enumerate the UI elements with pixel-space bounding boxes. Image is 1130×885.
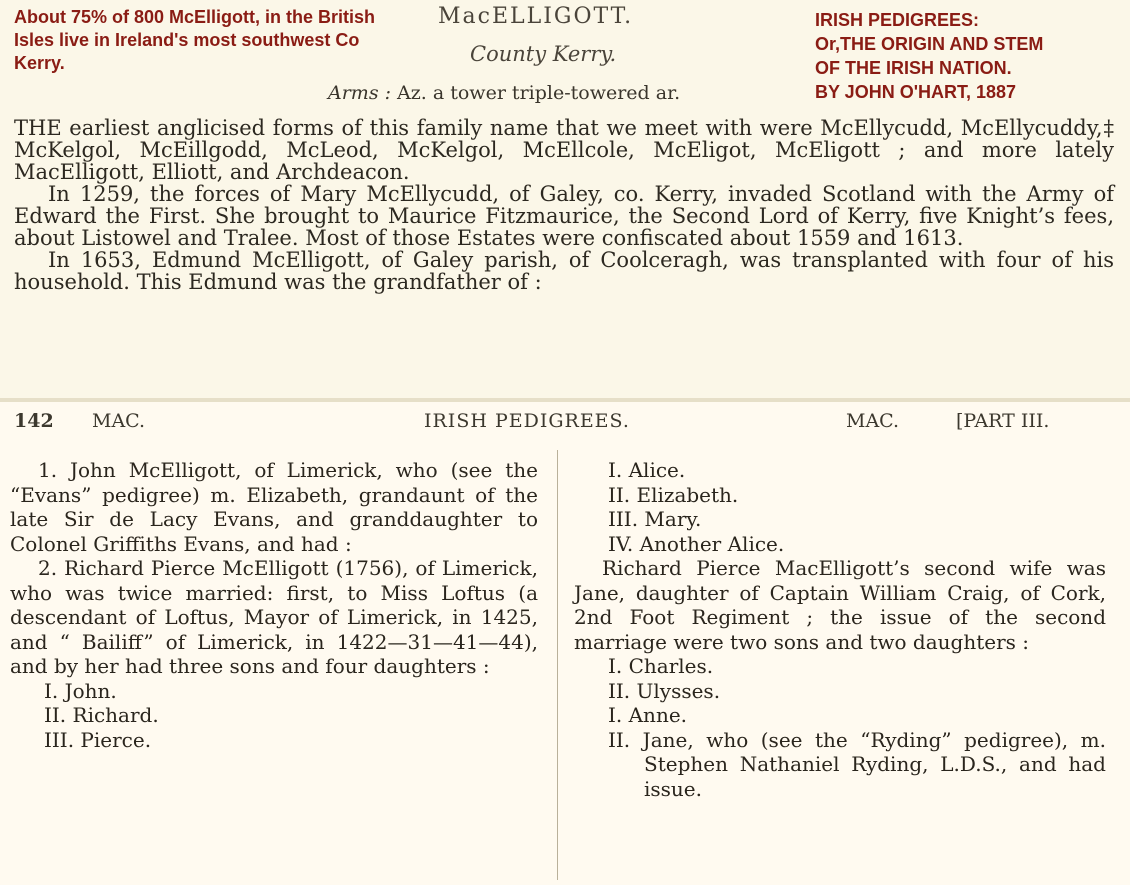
list-item: I. John. [44,678,117,703]
running-head-part: [PART III. [956,410,1050,432]
pedigree-entry: 1. John McElligott, of Limerick, who (see the “Evans” pedigree) m. Elizabeth, grandaunt of the late Sir de Lacy Evans, and granddaughter to Colonel Griffiths Evans, and had : [10,458,538,556]
annotation-right-line: BY JOHN O'HART, 1887 [815,82,1017,102]
arms-line [328,82,680,104]
left-column [10,458,538,752]
list-item: II. Ulysses. [608,678,721,703]
annotation-right-line: Or,THE ORIGIN AND STEM [815,34,1044,54]
arms-label: Arms : [328,82,392,104]
annotation-right-line: IRISH PEDIGREES: [815,10,980,30]
list-item: I. Anne. [608,703,688,727]
running-head-center: IRISH PEDIGREES. [424,410,630,432]
family-title: MacELLIGOTT. [438,4,634,29]
intro-paragraph: THE earliest anglicised forms of this family name that we meet with were McEllycudd, McEllycuddy,‡ McKelgol, McEillgodd, McLeod, McKelgol, McEllcole, McEligot, McEligott ; and more lately MacElligott, Elliott, and Archdeacon. [14,116,1114,184]
list-item: I. Charles. [608,654,714,678]
pedigree-entry: 2. Richard Pierce McElligott (1756), of Limerick, who was twice married: first, to Miss Loftus (a descendant of Loftus, Mayor of Limerick, in 1425, and “ Bailiff” of Limerick, in 1422—31—41—44), and by her had three sons and four daughters : [10,556,538,678]
running-head [14,410,1114,438]
list-item: III. Mary. [608,507,702,531]
list-item: IV. Another Alice. [608,531,785,556]
page-number: 142 [14,410,54,432]
arms-text: Az. a tower triple-towered ar. [391,82,681,104]
annotation-right [815,8,1125,104]
list-item: III. Pierce. [44,727,152,752]
list-item: II. Richard. [44,703,159,727]
running-head-right: MAC. [846,410,900,432]
county-subtitle: County Kerry. [470,42,617,66]
list-item: I. Alice. [608,458,686,482]
running-head-left: MAC. [92,410,146,432]
annotation-right-line: OF THE IRISH NATION. [815,58,1012,78]
intro-paragraph: In 1653, Edmund McElligott, of Galey parish, of Coolceragh, was transplanted with four of his household. This Edmund was the grandfather of : [14,248,1114,294]
column-rule [557,450,558,880]
annotation-left: About 75% of 800 McElligott, in the British Isles live in Ireland's most southwest Co Kerry. [14,7,376,73]
intro-paragraph: In 1259, the forces of Mary McEllycudd, of Galey, co. Kerry, invaded Scotland with the Army of Edward the First. She brought to Maurice Fitzmaurice, the Second Lord of Kerry, five Knight’s fees, about Listowel and Tralee. Most of those Estates were confiscated about 1559 and 1613. [14,182,1114,250]
list-item: II. Jane, who (see the “Ryding” pedigree), m. Stephen Nathaniel Ryding, L.D.S., and had issue. [608,727,1106,801]
pedigree-entry: Richard Pierce MacElligott’s second wife was Jane, daughter of Captain William Craig, of Cork, 2nd Foot Regiment ; the issue of the second marriage were two sons and two daughters : [574,556,1106,654]
list-item: II. Elizabeth. [608,482,739,507]
right-column [574,458,1106,801]
intro-text [14,117,1114,293]
